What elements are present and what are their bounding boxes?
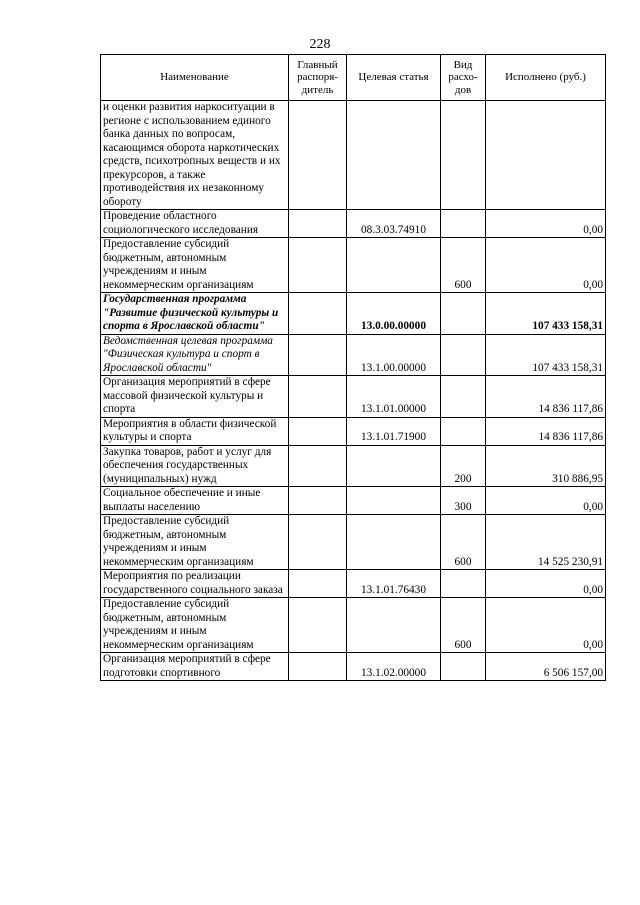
cell-target-article: 08.3.03.74910 xyxy=(347,210,441,238)
cell-name: Предоставление субсидий бюджетным, автономным учреждениям и иным некоммерческим организациям xyxy=(101,598,289,653)
cell-name: Закупка товаров, работ и услуг для обеспечения государственных (муниципальных) нужд xyxy=(101,445,289,487)
cell-expense-type xyxy=(441,334,486,376)
table-row xyxy=(101,101,606,210)
table-row xyxy=(101,376,606,418)
cell-administrator xyxy=(289,101,347,210)
table-row xyxy=(101,445,606,487)
cell-expense-type xyxy=(441,376,486,418)
cell-expense-type xyxy=(441,210,486,238)
cell-target-article xyxy=(347,487,441,515)
cell-name: Мероприятия в области физической культуры и спорта xyxy=(101,417,289,445)
table-row xyxy=(101,487,606,515)
cell-executed: 14 525 230,91 xyxy=(486,515,606,570)
cell-administrator xyxy=(289,238,347,293)
cell-target-article xyxy=(347,101,441,210)
budget-table xyxy=(100,54,606,681)
table-row xyxy=(101,598,606,653)
cell-administrator xyxy=(289,515,347,570)
cell-administrator xyxy=(289,376,347,418)
header-executed: Исполнено (руб.) xyxy=(486,55,606,101)
table-row xyxy=(101,570,606,598)
cell-name: Ведомственная целевая программа "Физическая культура и спорт в Ярославской области" xyxy=(101,334,289,376)
cell-target-article: 13.1.01.76430 xyxy=(347,570,441,598)
cell-administrator xyxy=(289,445,347,487)
cell-administrator xyxy=(289,293,347,335)
cell-administrator xyxy=(289,417,347,445)
cell-target-article xyxy=(347,445,441,487)
cell-executed: 0,00 xyxy=(486,598,606,653)
cell-executed: 6 506 157,00 xyxy=(486,653,606,681)
cell-expense-type xyxy=(441,653,486,681)
table-header-row xyxy=(101,55,606,101)
cell-expense-type: 600 xyxy=(441,598,486,653)
cell-administrator xyxy=(289,487,347,515)
table-row xyxy=(101,238,606,293)
cell-administrator xyxy=(289,598,347,653)
cell-expense-type xyxy=(441,293,486,335)
cell-administrator xyxy=(289,653,347,681)
cell-executed: 0,00 xyxy=(486,238,606,293)
cell-administrator xyxy=(289,570,347,598)
cell-expense-type xyxy=(441,570,486,598)
table-row xyxy=(101,515,606,570)
cell-executed: 0,00 xyxy=(486,570,606,598)
header-target-article: Целевая статья xyxy=(347,55,441,101)
cell-executed: 107 433 158,31 xyxy=(486,334,606,376)
cell-name: Проведение областного социологического исследования xyxy=(101,210,289,238)
cell-name: Предоставление субсидий бюджетным, автономным учреждениям и иным некоммерческим организациям xyxy=(101,515,289,570)
cell-expense-type: 300 xyxy=(441,487,486,515)
table-row xyxy=(101,334,606,376)
cell-name: Организация мероприятий в сфере подготовки спортивного xyxy=(101,653,289,681)
cell-executed xyxy=(486,101,606,210)
cell-expense-type: 600 xyxy=(441,238,486,293)
table-row xyxy=(101,293,606,335)
cell-name: Мероприятия по реализации государственного социального заказа xyxy=(101,570,289,598)
cell-expense-type: 600 xyxy=(441,515,486,570)
cell-executed: 14 836 117,86 xyxy=(486,376,606,418)
table-row xyxy=(101,210,606,238)
header-expense-type: Вид расхо-дов xyxy=(441,55,486,101)
table-row xyxy=(101,653,606,681)
cell-target-article xyxy=(347,598,441,653)
cell-target-article: 13.1.01.00000 xyxy=(347,376,441,418)
cell-executed: 107 433 158,31 xyxy=(486,293,606,335)
cell-target-article: 13.1.00.00000 xyxy=(347,334,441,376)
cell-name: Государственная программа "Развитие физической культуры и спорта в Ярославской области" xyxy=(101,293,289,335)
cell-name: Организация мероприятий в сфере массовой физической культуры и спорта xyxy=(101,376,289,418)
table-body xyxy=(101,101,606,681)
cell-name: и оценки развития наркоситуации в регионе с использованием единого банка данных по вопросам, касающимся оборота наркотических средств, психотропных веществ и их прекурсоров, а также противодействия их незаконному обороту xyxy=(101,101,289,210)
cell-name: Предоставление субсидий бюджетным, автономным учреждениям и иным некоммерческим организациям xyxy=(101,238,289,293)
table-row xyxy=(101,417,606,445)
cell-expense-type: 200 xyxy=(441,445,486,487)
cell-target-article xyxy=(347,238,441,293)
cell-expense-type xyxy=(441,417,486,445)
cell-executed: 14 836 117,86 xyxy=(486,417,606,445)
cell-name: Социальное обеспечение и иные выплаты населению xyxy=(101,487,289,515)
cell-target-article: 13.1.01.71900 xyxy=(347,417,441,445)
cell-administrator xyxy=(289,210,347,238)
cell-executed: 0,00 xyxy=(486,210,606,238)
header-administrator: Главный распоря-дитель xyxy=(289,55,347,101)
page-number: 228 xyxy=(309,37,331,52)
cell-executed: 310 886,95 xyxy=(486,445,606,487)
cell-target-article: 13.0.00.00000 xyxy=(347,293,441,335)
cell-expense-type xyxy=(441,101,486,210)
cell-administrator xyxy=(289,334,347,376)
cell-target-article xyxy=(347,515,441,570)
cell-target-article: 13.1.02.00000 xyxy=(347,653,441,681)
cell-executed: 0,00 xyxy=(486,487,606,515)
header-name: Наименование xyxy=(101,55,289,101)
